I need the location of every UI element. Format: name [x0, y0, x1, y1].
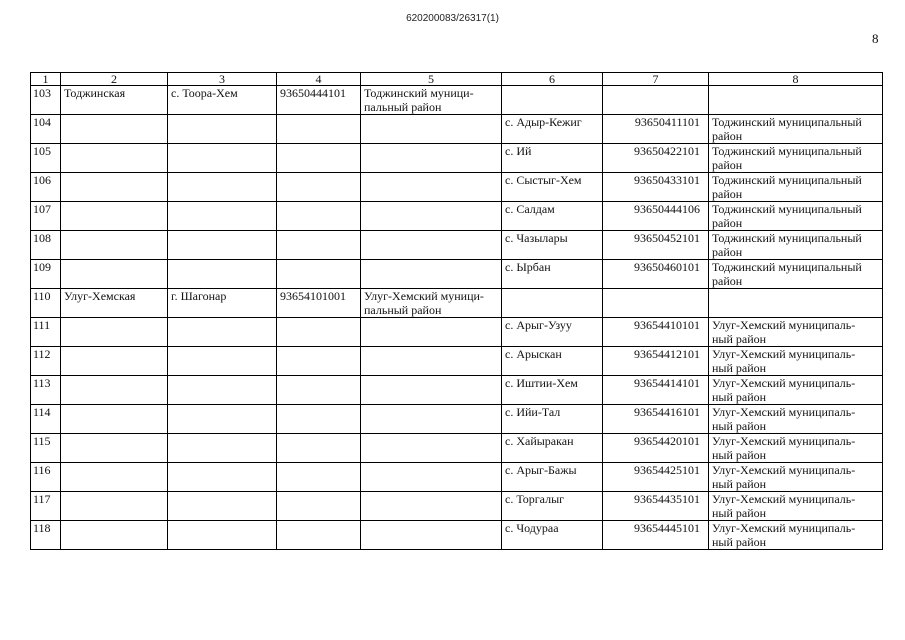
- district-name: [61, 231, 168, 260]
- district-oktmo: 93654101001: [277, 289, 361, 318]
- table-row: [31, 376, 883, 405]
- admin-center: [168, 202, 277, 231]
- municipality-name: [361, 434, 502, 463]
- settlement-municipality: Улуг-Хемский муниципаль- ный район: [709, 521, 883, 550]
- municipality-name: Тоджинский муници- пальный район: [361, 86, 502, 115]
- district-name: [61, 260, 168, 289]
- municipality-name: [361, 376, 502, 405]
- row-number: 116: [31, 463, 61, 492]
- table-row: [31, 492, 883, 521]
- column-header-5: 5: [361, 73, 502, 86]
- row-number: 112: [31, 347, 61, 376]
- municipality-name: [361, 144, 502, 173]
- settlement-oktmo: 93654414101: [603, 376, 709, 405]
- settlement-name: с. Чодураа: [502, 521, 603, 550]
- district-name: [61, 347, 168, 376]
- row-number: 109: [31, 260, 61, 289]
- district-name: [61, 318, 168, 347]
- district-name: [61, 144, 168, 173]
- admin-center: [168, 434, 277, 463]
- municipality-name: [361, 202, 502, 231]
- settlement-oktmo: 93654425101: [603, 463, 709, 492]
- district-oktmo: [277, 318, 361, 347]
- settlement-oktmo: 93650444106: [603, 202, 709, 231]
- district-name: [61, 376, 168, 405]
- district-name: [61, 115, 168, 144]
- district-oktmo: 93650444101: [277, 86, 361, 115]
- settlement-oktmo: 93650460101: [603, 260, 709, 289]
- admin-center: [168, 173, 277, 202]
- column-header-2: 2: [61, 73, 168, 86]
- table-row: [31, 318, 883, 347]
- settlement-municipality: Улуг-Хемский муниципаль- ный район: [709, 492, 883, 521]
- district-oktmo: [277, 144, 361, 173]
- municipality-name: [361, 231, 502, 260]
- settlement-municipality: Тоджинский муниципальный район: [709, 115, 883, 144]
- district-name: [61, 173, 168, 202]
- column-header-6: 6: [502, 73, 603, 86]
- table-row: [31, 86, 883, 115]
- municipality-name: [361, 463, 502, 492]
- settlement-municipality: Тоджинский муниципальный район: [709, 260, 883, 289]
- settlement-municipality: Тоджинский муниципальный район: [709, 173, 883, 202]
- row-number: 113: [31, 376, 61, 405]
- admin-center: [168, 144, 277, 173]
- table-row: [31, 173, 883, 202]
- district-name: [61, 492, 168, 521]
- settlement-municipality: Тоджинский муниципальный район: [709, 231, 883, 260]
- settlement-name: с. Ийи-Тал: [502, 405, 603, 434]
- district-oktmo: [277, 376, 361, 405]
- table-row: [31, 260, 883, 289]
- row-number: 114: [31, 405, 61, 434]
- district-oktmo: [277, 115, 361, 144]
- settlement-name: с. Арыскан: [502, 347, 603, 376]
- settlement-municipality: Улуг-Хемский муниципаль- ный район: [709, 463, 883, 492]
- table-row: [31, 202, 883, 231]
- table-body: [31, 73, 883, 550]
- district-name: [61, 405, 168, 434]
- settlement-name: [502, 289, 603, 318]
- settlement-oktmo: 93654435101: [603, 492, 709, 521]
- settlement-oktmo: [603, 86, 709, 115]
- row-number: 117: [31, 492, 61, 521]
- municipality-name: [361, 347, 502, 376]
- settlement-oktmo: [603, 289, 709, 318]
- district-oktmo: [277, 434, 361, 463]
- table-row: [31, 405, 883, 434]
- settlement-municipality: Улуг-Хемский муниципаль- ный район: [709, 347, 883, 376]
- settlement-name: с. Ырбан: [502, 260, 603, 289]
- municipality-name: Улуг-Хемский муници- пальный район: [361, 289, 502, 318]
- admin-center: [168, 463, 277, 492]
- settlement-municipality: [709, 86, 883, 115]
- settlement-oktmo: 93650452101: [603, 231, 709, 260]
- settlement-name: с. Хайыракан: [502, 434, 603, 463]
- settlement-name: с. Арыг-Бажы: [502, 463, 603, 492]
- settlement-name: с. Арыг-Узуу: [502, 318, 603, 347]
- settlement-municipality: Улуг-Хемский муниципаль- ный район: [709, 376, 883, 405]
- district-oktmo: [277, 405, 361, 434]
- admin-center: [168, 115, 277, 144]
- district-name: Улуг-Хемская: [61, 289, 168, 318]
- table-row: [31, 144, 883, 173]
- row-number: 106: [31, 173, 61, 202]
- row-number: 111: [31, 318, 61, 347]
- settlement-municipality: Тоджинский муниципальный район: [709, 144, 883, 173]
- row-number: 115: [31, 434, 61, 463]
- settlement-oktmo: 93650433101: [603, 173, 709, 202]
- column-header-8: 8: [709, 73, 883, 86]
- table-row: [31, 289, 883, 318]
- row-number: 118: [31, 521, 61, 550]
- settlements-table: [30, 72, 883, 550]
- row-number: 103: [31, 86, 61, 115]
- admin-center: [168, 405, 277, 434]
- settlement-oktmo: 93654412101: [603, 347, 709, 376]
- municipality-name: [361, 521, 502, 550]
- municipality-name: [361, 318, 502, 347]
- municipality-name: [361, 173, 502, 202]
- row-number: 107: [31, 202, 61, 231]
- settlement-oktmo: 93650411101: [603, 115, 709, 144]
- row-number: 108: [31, 231, 61, 260]
- municipality-name: [361, 115, 502, 144]
- settlement-municipality: Улуг-Хемский муниципаль- ный район: [709, 318, 883, 347]
- settlement-oktmo: 93654445101: [603, 521, 709, 550]
- settlement-oktmo: 93654410101: [603, 318, 709, 347]
- settlement-oktmo: 93650422101: [603, 144, 709, 173]
- column-header-4: 4: [277, 73, 361, 86]
- admin-center: [168, 318, 277, 347]
- settlement-municipality: [709, 289, 883, 318]
- admin-center: [168, 231, 277, 260]
- district-oktmo: [277, 463, 361, 492]
- settlement-name: [502, 86, 603, 115]
- admin-center: [168, 492, 277, 521]
- table-row: [31, 434, 883, 463]
- district-oktmo: [277, 173, 361, 202]
- settlement-municipality: Тоджинский муниципальный район: [709, 202, 883, 231]
- district-oktmo: [277, 202, 361, 231]
- admin-center: [168, 376, 277, 405]
- table-row: [31, 231, 883, 260]
- municipality-name: [361, 260, 502, 289]
- admin-center: [168, 260, 277, 289]
- settlement-name: с. Иштии-Хем: [502, 376, 603, 405]
- settlement-name: с. Чазылары: [502, 231, 603, 260]
- district-oktmo: [277, 492, 361, 521]
- district-name: [61, 202, 168, 231]
- district-name: [61, 463, 168, 492]
- admin-center: [168, 347, 277, 376]
- row-number: 104: [31, 115, 61, 144]
- page-number: 8: [872, 31, 879, 46]
- district-oktmo: [277, 521, 361, 550]
- settlement-name: с. Торгалыг: [502, 492, 603, 521]
- district-name: [61, 434, 168, 463]
- settlement-oktmo: 93654420101: [603, 434, 709, 463]
- settlement-oktmo: 93654416101: [603, 405, 709, 434]
- settlement-municipality: Улуг-Хемский муниципаль- ный район: [709, 405, 883, 434]
- table-row: [31, 347, 883, 376]
- settlement-name: с. Салдам: [502, 202, 603, 231]
- settlement-municipality: Улуг-Хемский муниципаль- ный район: [709, 434, 883, 463]
- column-header-1: 1: [31, 73, 61, 86]
- municipality-name: [361, 405, 502, 434]
- district-name: Тоджинская: [61, 86, 168, 115]
- settlement-name: с. Сыстыг-Хем: [502, 173, 603, 202]
- admin-center: с. Тоора-Хем: [168, 86, 277, 115]
- row-number: 110: [31, 289, 61, 318]
- settlement-name: с. Адыр-Кежиг: [502, 115, 603, 144]
- row-number: 105: [31, 144, 61, 173]
- settlement-name: с. Ий: [502, 144, 603, 173]
- table-row: [31, 115, 883, 144]
- district-oktmo: [277, 260, 361, 289]
- table-header-row: [31, 73, 883, 86]
- table-row: [31, 521, 883, 550]
- admin-center: г. Шагонар: [168, 289, 277, 318]
- column-header-3: 3: [168, 73, 277, 86]
- table-row: [31, 463, 883, 492]
- district-oktmo: [277, 231, 361, 260]
- municipality-name: [361, 492, 502, 521]
- district-name: [61, 521, 168, 550]
- column-header-7: 7: [603, 73, 709, 86]
- document-id: 620200083/26317(1): [406, 13, 499, 24]
- district-oktmo: [277, 347, 361, 376]
- admin-center: [168, 521, 277, 550]
